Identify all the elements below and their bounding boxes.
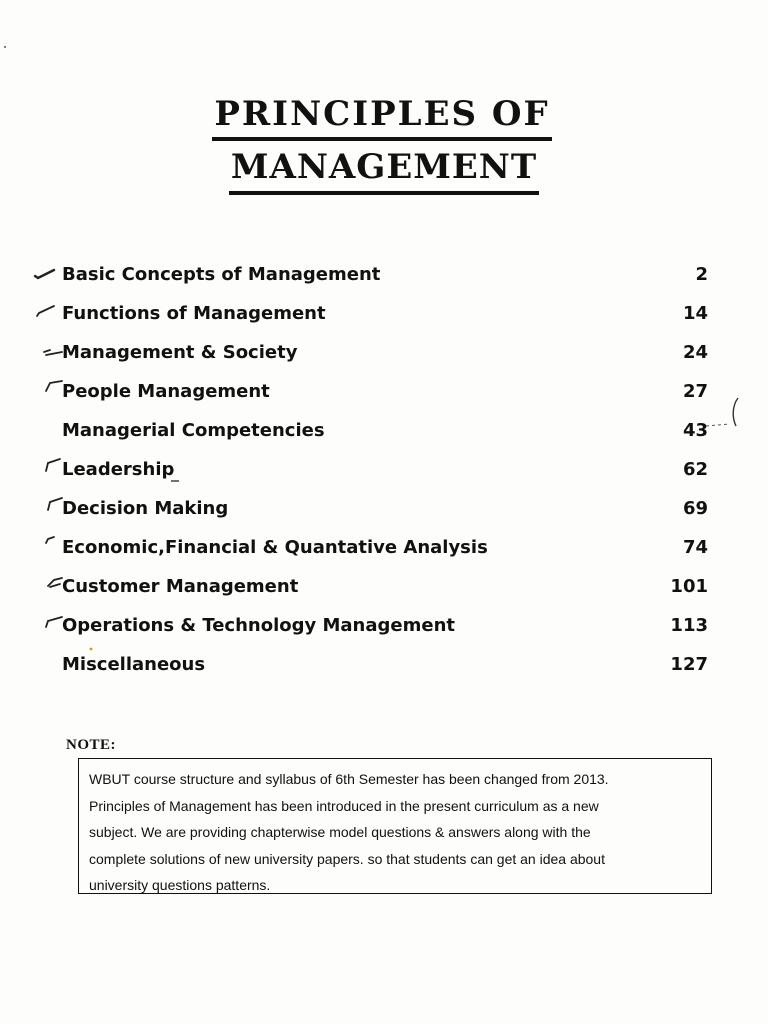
- toc-page-number: 27: [682, 381, 708, 402]
- toc-title: Functions of Management: [62, 303, 326, 324]
- toc-page-number: 24: [682, 342, 708, 363]
- toc-item-people[interactable]: [0, 375, 768, 414]
- pencil-tick-icon: [32, 615, 62, 633]
- toc-page-number: 62: [682, 459, 708, 480]
- note-line: WBUT course structure and syllabus of 6th Semester has been changed from 2013.: [89, 771, 609, 787]
- toc-title: Management & Society: [62, 342, 298, 363]
- note-line: subject. We are providing chapterwise model questions & answers along with the: [89, 824, 591, 840]
- toc-page-number: 43: [682, 420, 708, 441]
- toc-title: Customer Management: [62, 576, 299, 597]
- toc-page-number: 14: [682, 303, 708, 324]
- toc-item-competencies[interactable]: [0, 414, 768, 453]
- toc-page-number: 101: [670, 576, 708, 597]
- stray-dash-icon: [170, 478, 180, 484]
- pencil-tick-icon: [32, 459, 62, 477]
- toc-page-number: 113: [670, 615, 708, 636]
- document-title: [0, 96, 768, 195]
- note-label: NOTE:: [66, 737, 117, 753]
- toc-title: People Management: [62, 381, 270, 402]
- pencil-tick-icon: [32, 498, 62, 516]
- note-line: university questions patterns.: [89, 877, 271, 893]
- toc-page-number: 74: [682, 537, 708, 558]
- toc-title: Managerial Competencies: [62, 420, 325, 441]
- note-box: [78, 758, 712, 894]
- title-line-1: PRINCIPLES OF: [212, 96, 551, 141]
- toc-item-economic[interactable]: [0, 531, 768, 570]
- toc-title: Leadership: [62, 459, 175, 480]
- toc-title: Miscellaneous: [62, 654, 206, 675]
- title-line-2: MANAGEMENT: [229, 149, 539, 194]
- dust-dot-icon: [2, 44, 8, 50]
- toc-item-misc[interactable]: [0, 648, 768, 687]
- pencil-tick-icon: [32, 342, 62, 360]
- toc-title: Operations & Technology Management: [62, 615, 455, 636]
- toc-item-basic-concepts[interactable]: [0, 258, 768, 297]
- toc-title: Basic Concepts of Management: [62, 264, 381, 285]
- pencil-mark-icon: [700, 392, 750, 442]
- toc-item-customer[interactable]: [0, 570, 768, 609]
- toc-title: Economic,Financial & Quantative Analysis: [62, 537, 488, 558]
- toc-item-functions[interactable]: [0, 297, 768, 336]
- pencil-tick-icon: [32, 303, 62, 321]
- dust-dot-icon: [88, 646, 94, 652]
- toc-title: Decision Making: [62, 498, 229, 519]
- toc-page-number: 2: [695, 264, 708, 285]
- pencil-tick-icon: [32, 576, 62, 594]
- note-line: complete solutions of new university papers. so that students can get an idea about: [89, 850, 605, 867]
- toc-item-leadership[interactable]: [0, 453, 768, 492]
- toc-page-number: 69: [682, 498, 708, 519]
- note-line: Principles of Management has been introduced in the present curriculum as a new: [89, 797, 599, 814]
- pencil-tick-icon: [32, 537, 62, 555]
- toc-item-decision[interactable]: [0, 492, 768, 531]
- toc-page-number: 127: [670, 654, 708, 675]
- pencil-tick-icon: [32, 264, 62, 282]
- table-of-contents: [0, 258, 768, 687]
- pencil-tick-icon: [32, 381, 62, 399]
- toc-item-society[interactable]: [0, 336, 768, 375]
- toc-item-operations[interactable]: [0, 609, 768, 648]
